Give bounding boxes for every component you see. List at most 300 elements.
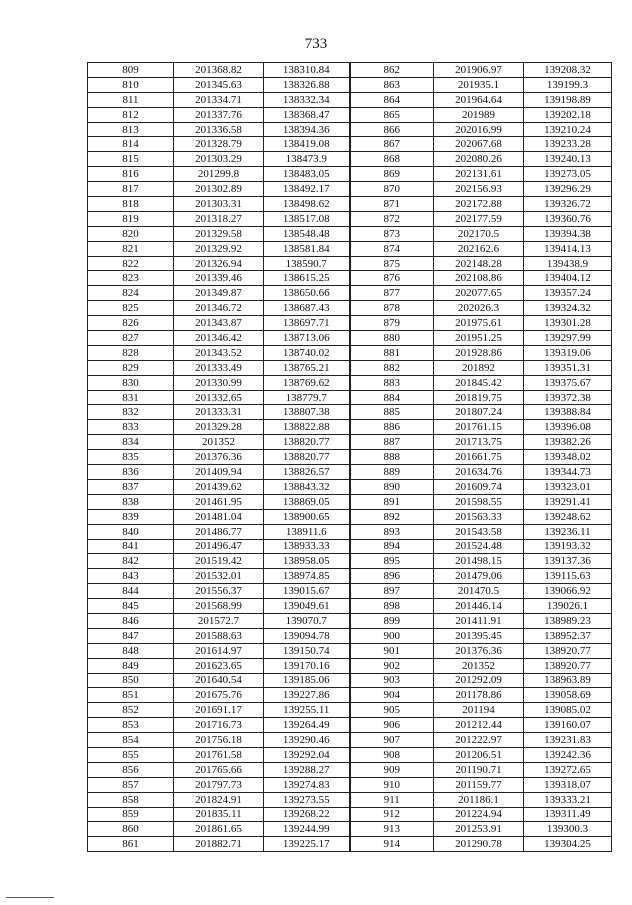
x-coordinate-cell: 202170.5 — [434, 226, 524, 241]
y-coordinate-cell: 138963.89 — [524, 673, 612, 688]
point-number-cell: 822 — [88, 256, 174, 271]
point-number-cell: 872 — [350, 211, 434, 226]
x-coordinate-cell: 201543.58 — [434, 524, 524, 539]
y-coordinate-cell: 138765.21 — [264, 360, 350, 375]
y-coordinate-cell: 138869.05 — [264, 494, 350, 509]
x-coordinate-cell: 201609.74 — [434, 479, 524, 494]
point-number-cell: 816 — [88, 167, 174, 182]
x-coordinate-cell: 201346.42 — [174, 331, 264, 346]
x-coordinate-cell: 201290.78 — [434, 837, 524, 852]
x-coordinate-cell: 201691.17 — [174, 703, 264, 718]
y-coordinate-cell: 138419.08 — [264, 137, 350, 152]
y-coordinate-cell: 139015.67 — [264, 584, 350, 599]
y-coordinate-cell: 138394.36 — [264, 122, 350, 137]
y-coordinate-cell: 139318.07 — [524, 777, 612, 792]
y-coordinate-cell: 139360.76 — [524, 211, 612, 226]
table-row — [88, 286, 612, 301]
y-coordinate-cell: 139311.49 — [524, 807, 612, 822]
x-coordinate-cell: 201346.72 — [174, 301, 264, 316]
x-coordinate-cell: 202108.86 — [434, 271, 524, 286]
point-number-cell: 845 — [88, 599, 174, 614]
point-number-cell: 884 — [350, 390, 434, 405]
point-number-cell: 856 — [88, 762, 174, 777]
x-coordinate-cell: 201479.06 — [434, 569, 524, 584]
point-number-cell: 870 — [350, 182, 434, 197]
x-coordinate-cell: 201807.24 — [434, 405, 524, 420]
table-row — [88, 345, 612, 360]
x-coordinate-cell: 201614.97 — [174, 643, 264, 658]
y-coordinate-cell: 139291.41 — [524, 494, 612, 509]
point-number-cell: 849 — [88, 658, 174, 673]
point-number-cell: 852 — [88, 703, 174, 718]
table-row — [88, 465, 612, 480]
x-coordinate-cell: 201224.94 — [434, 807, 524, 822]
x-coordinate-cell: 201572.7 — [174, 613, 264, 628]
point-number-cell: 843 — [88, 569, 174, 584]
y-coordinate-cell: 139255.11 — [264, 703, 350, 718]
table-row — [88, 479, 612, 494]
y-coordinate-cell: 139242.36 — [524, 747, 612, 762]
y-coordinate-cell: 139290.46 — [264, 733, 350, 748]
point-number-cell: 864 — [350, 92, 434, 107]
point-number-cell: 827 — [88, 331, 174, 346]
point-number-cell: 885 — [350, 405, 434, 420]
table-row — [88, 122, 612, 137]
y-coordinate-cell: 139301.28 — [524, 316, 612, 331]
table-row — [88, 360, 612, 375]
table-row — [88, 77, 612, 92]
y-coordinate-cell: 139394.38 — [524, 226, 612, 241]
point-number-cell: 821 — [88, 241, 174, 256]
y-coordinate-cell: 139375.67 — [524, 375, 612, 390]
y-coordinate-cell: 138590.7 — [264, 256, 350, 271]
table-row — [88, 375, 612, 390]
y-coordinate-cell: 139085.02 — [524, 703, 612, 718]
point-number-cell: 877 — [350, 286, 434, 301]
y-coordinate-cell: 139292.04 — [264, 747, 350, 762]
y-coordinate-cell: 139324.32 — [524, 301, 612, 316]
point-number-cell: 819 — [88, 211, 174, 226]
table-row — [88, 256, 612, 271]
table-row — [88, 613, 612, 628]
y-coordinate-cell: 138958.05 — [264, 554, 350, 569]
y-coordinate-cell: 139202.18 — [524, 107, 612, 122]
y-coordinate-cell: 138615.25 — [264, 271, 350, 286]
x-coordinate-cell: 201352 — [434, 658, 524, 673]
x-coordinate-cell: 201496.47 — [174, 539, 264, 554]
point-number-cell: 891 — [350, 494, 434, 509]
x-coordinate-cell: 202162.6 — [434, 241, 524, 256]
x-coordinate-cell: 201212.44 — [434, 718, 524, 733]
table-row — [88, 226, 612, 241]
point-number-cell: 881 — [350, 345, 434, 360]
point-number-cell: 854 — [88, 733, 174, 748]
x-coordinate-cell: 201975.61 — [434, 316, 524, 331]
x-coordinate-cell: 201339.46 — [174, 271, 264, 286]
point-number-cell: 847 — [88, 628, 174, 643]
x-coordinate-cell: 201892 — [434, 360, 524, 375]
x-coordinate-cell: 201486.77 — [174, 524, 264, 539]
table-row — [88, 837, 612, 852]
point-number-cell: 815 — [88, 152, 174, 167]
y-coordinate-cell: 138974.85 — [264, 569, 350, 584]
y-coordinate-cell: 139264.49 — [264, 718, 350, 733]
point-number-cell: 889 — [350, 465, 434, 480]
x-coordinate-cell: 201716.73 — [174, 718, 264, 733]
y-coordinate-cell: 138483.05 — [264, 167, 350, 182]
point-number-cell: 830 — [88, 375, 174, 390]
point-number-cell: 829 — [88, 360, 174, 375]
point-number-cell: 836 — [88, 465, 174, 480]
point-number-cell: 817 — [88, 182, 174, 197]
x-coordinate-cell: 202156.93 — [434, 182, 524, 197]
y-coordinate-cell: 139288.27 — [264, 762, 350, 777]
x-coordinate-cell: 201299.8 — [174, 167, 264, 182]
x-coordinate-cell: 201928.86 — [434, 345, 524, 360]
y-coordinate-cell: 139414.13 — [524, 241, 612, 256]
y-coordinate-cell: 139210.24 — [524, 122, 612, 137]
y-coordinate-cell: 139070.7 — [264, 613, 350, 628]
point-number-cell: 820 — [88, 226, 174, 241]
table-row — [88, 599, 612, 614]
y-coordinate-cell: 138713.06 — [264, 331, 350, 346]
table-row — [88, 643, 612, 658]
point-number-cell: 809 — [88, 63, 174, 78]
x-coordinate-cell: 201334.71 — [174, 92, 264, 107]
y-coordinate-cell: 138740.02 — [264, 345, 350, 360]
x-coordinate-cell: 201935.1 — [434, 77, 524, 92]
x-coordinate-cell: 201661.75 — [434, 450, 524, 465]
x-coordinate-cell: 201761.58 — [174, 747, 264, 762]
y-coordinate-cell: 139296.29 — [524, 182, 612, 197]
y-coordinate-cell: 139199.3 — [524, 77, 612, 92]
y-coordinate-cell: 138368.47 — [264, 107, 350, 122]
point-number-cell: 871 — [350, 197, 434, 212]
x-coordinate-cell: 201623.65 — [174, 658, 264, 673]
x-coordinate-cell: 201222.97 — [434, 733, 524, 748]
x-coordinate-cell: 201329.58 — [174, 226, 264, 241]
x-coordinate-cell: 201326.94 — [174, 256, 264, 271]
x-coordinate-cell: 201345.63 — [174, 77, 264, 92]
point-number-cell: 812 — [88, 107, 174, 122]
table-row — [88, 182, 612, 197]
point-number-cell: 851 — [88, 688, 174, 703]
table-row — [88, 137, 612, 152]
table-row — [88, 420, 612, 435]
y-coordinate-cell: 139304.25 — [524, 837, 612, 852]
x-coordinate-cell: 201713.75 — [434, 435, 524, 450]
x-coordinate-cell: 201519.42 — [174, 554, 264, 569]
table-row — [88, 494, 612, 509]
point-number-cell: 878 — [350, 301, 434, 316]
table-row — [88, 733, 612, 748]
table-row — [88, 63, 612, 78]
y-coordinate-cell: 139297.99 — [524, 331, 612, 346]
table-row — [88, 703, 612, 718]
table-row — [88, 762, 612, 777]
x-coordinate-cell: 201336.58 — [174, 122, 264, 137]
y-coordinate-cell: 138581.84 — [264, 241, 350, 256]
table-row — [88, 167, 612, 182]
point-number-cell: 897 — [350, 584, 434, 599]
point-number-cell: 814 — [88, 137, 174, 152]
x-coordinate-cell: 201756.18 — [174, 733, 264, 748]
point-number-cell: 899 — [350, 613, 434, 628]
y-coordinate-cell: 139344.73 — [524, 465, 612, 480]
coordinates-table — [87, 62, 612, 852]
x-coordinate-cell: 201446.14 — [434, 599, 524, 614]
y-coordinate-cell: 138332.34 — [264, 92, 350, 107]
table-row — [88, 524, 612, 539]
point-number-cell: 833 — [88, 420, 174, 435]
y-coordinate-cell: 139388.84 — [524, 405, 612, 420]
point-number-cell: 887 — [350, 435, 434, 450]
x-coordinate-cell: 201395.45 — [434, 628, 524, 643]
y-coordinate-cell: 138826.57 — [264, 465, 350, 480]
point-number-cell: 848 — [88, 643, 174, 658]
x-coordinate-cell: 201329.28 — [174, 420, 264, 435]
point-number-cell: 831 — [88, 390, 174, 405]
table-row — [88, 435, 612, 450]
x-coordinate-cell: 201330.99 — [174, 375, 264, 390]
x-coordinate-cell: 201303.31 — [174, 197, 264, 212]
table-row — [88, 107, 612, 122]
y-coordinate-cell: 138548.48 — [264, 226, 350, 241]
table-row — [88, 152, 612, 167]
point-number-cell: 893 — [350, 524, 434, 539]
x-coordinate-cell: 202026.3 — [434, 301, 524, 316]
x-coordinate-cell: 201640.54 — [174, 673, 264, 688]
y-coordinate-cell: 138473.9 — [264, 152, 350, 167]
page-number: 733 — [304, 36, 328, 52]
x-coordinate-cell: 201568.99 — [174, 599, 264, 614]
point-number-cell: 834 — [88, 435, 174, 450]
point-number-cell: 910 — [350, 777, 434, 792]
y-coordinate-cell: 139236.11 — [524, 524, 612, 539]
point-number-cell: 883 — [350, 375, 434, 390]
y-coordinate-cell: 138498.62 — [264, 197, 350, 212]
point-number-cell: 810 — [88, 77, 174, 92]
x-coordinate-cell: 201159.77 — [434, 777, 524, 792]
y-coordinate-cell: 139300.3 — [524, 822, 612, 837]
x-coordinate-cell: 201634.76 — [434, 465, 524, 480]
y-coordinate-cell: 139115.63 — [524, 569, 612, 584]
point-number-cell: 914 — [350, 837, 434, 852]
point-number-cell: 898 — [350, 599, 434, 614]
x-coordinate-cell: 202080.26 — [434, 152, 524, 167]
point-number-cell: 828 — [88, 345, 174, 360]
point-number-cell: 880 — [350, 331, 434, 346]
table-row — [88, 554, 612, 569]
x-coordinate-cell: 201333.49 — [174, 360, 264, 375]
x-coordinate-cell: 201343.52 — [174, 345, 264, 360]
y-coordinate-cell: 139244.99 — [264, 822, 350, 837]
x-coordinate-cell: 201761.15 — [434, 420, 524, 435]
point-number-cell: 862 — [350, 63, 434, 78]
y-coordinate-cell: 139170.16 — [264, 658, 350, 673]
x-coordinate-cell: 201318.27 — [174, 211, 264, 226]
x-coordinate-cell: 201178.86 — [434, 688, 524, 703]
point-number-cell: 850 — [88, 673, 174, 688]
point-number-cell: 911 — [350, 792, 434, 807]
table-row — [88, 628, 612, 643]
x-coordinate-cell: 201343.87 — [174, 316, 264, 331]
point-number-cell: 890 — [350, 479, 434, 494]
y-coordinate-cell: 138920.77 — [524, 643, 612, 658]
y-coordinate-cell: 138820.77 — [264, 450, 350, 465]
table-row — [88, 331, 612, 346]
point-number-cell: 840 — [88, 524, 174, 539]
point-number-cell: 874 — [350, 241, 434, 256]
y-coordinate-cell: 139193.32 — [524, 539, 612, 554]
point-number-cell: 909 — [350, 762, 434, 777]
y-coordinate-cell: 139137.36 — [524, 554, 612, 569]
point-number-cell: 867 — [350, 137, 434, 152]
y-coordinate-cell: 139438.9 — [524, 256, 612, 271]
x-coordinate-cell: 201337.76 — [174, 107, 264, 122]
y-coordinate-cell: 138517.08 — [264, 211, 350, 226]
x-coordinate-cell: 202067.68 — [434, 137, 524, 152]
x-coordinate-cell: 201556.37 — [174, 584, 264, 599]
x-coordinate-cell: 202172.88 — [434, 197, 524, 212]
y-coordinate-cell: 139049.61 — [264, 599, 350, 614]
y-coordinate-cell: 139094.78 — [264, 628, 350, 643]
y-coordinate-cell: 139150.74 — [264, 643, 350, 658]
x-coordinate-cell: 201368.82 — [174, 63, 264, 78]
point-number-cell: 888 — [350, 450, 434, 465]
x-coordinate-cell: 201765.66 — [174, 762, 264, 777]
point-number-cell: 855 — [88, 747, 174, 762]
y-coordinate-cell: 139185.06 — [264, 673, 350, 688]
point-number-cell: 906 — [350, 718, 434, 733]
table-row — [88, 211, 612, 226]
y-coordinate-cell: 138900.65 — [264, 509, 350, 524]
point-number-cell: 846 — [88, 613, 174, 628]
x-coordinate-cell: 201906.97 — [434, 63, 524, 78]
x-coordinate-cell: 201376.36 — [174, 450, 264, 465]
y-coordinate-cell: 138820.77 — [264, 435, 350, 450]
point-number-cell: 913 — [350, 822, 434, 837]
x-coordinate-cell: 201253.91 — [434, 822, 524, 837]
x-coordinate-cell: 201461.95 — [174, 494, 264, 509]
y-coordinate-cell: 138326.88 — [264, 77, 350, 92]
x-coordinate-cell: 202148.28 — [434, 256, 524, 271]
x-coordinate-cell: 201989 — [434, 107, 524, 122]
point-number-cell: 908 — [350, 747, 434, 762]
x-coordinate-cell: 201329.92 — [174, 241, 264, 256]
x-coordinate-cell: 201439.62 — [174, 479, 264, 494]
point-number-cell: 835 — [88, 450, 174, 465]
table-row — [88, 271, 612, 286]
x-coordinate-cell: 201206.51 — [434, 747, 524, 762]
x-coordinate-cell: 201824.91 — [174, 792, 264, 807]
y-coordinate-cell: 139272.65 — [524, 762, 612, 777]
table-row — [88, 777, 612, 792]
point-number-cell: 859 — [88, 807, 174, 822]
table-row — [88, 92, 612, 107]
y-coordinate-cell: 138911.6 — [264, 524, 350, 539]
point-number-cell: 844 — [88, 584, 174, 599]
point-number-cell: 886 — [350, 420, 434, 435]
y-coordinate-cell: 139227.86 — [264, 688, 350, 703]
point-number-cell: 837 — [88, 479, 174, 494]
y-coordinate-cell: 139233.28 — [524, 137, 612, 152]
point-number-cell: 912 — [350, 807, 434, 822]
point-number-cell: 824 — [88, 286, 174, 301]
y-coordinate-cell: 139208.32 — [524, 63, 612, 78]
y-coordinate-cell: 138687.43 — [264, 301, 350, 316]
y-coordinate-cell: 139248.62 — [524, 509, 612, 524]
point-number-cell: 902 — [350, 658, 434, 673]
point-number-cell: 813 — [88, 122, 174, 137]
table-row — [88, 450, 612, 465]
table-row — [88, 584, 612, 599]
x-coordinate-cell: 201797.73 — [174, 777, 264, 792]
point-number-cell: 907 — [350, 733, 434, 748]
table-row — [88, 673, 612, 688]
x-coordinate-cell: 201376.36 — [434, 643, 524, 658]
point-number-cell: 823 — [88, 271, 174, 286]
x-coordinate-cell: 201675.76 — [174, 688, 264, 703]
point-number-cell: 875 — [350, 256, 434, 271]
table-row — [88, 539, 612, 554]
x-coordinate-cell: 201194 — [434, 703, 524, 718]
point-number-cell: 841 — [88, 539, 174, 554]
y-coordinate-cell: 138779.7 — [264, 390, 350, 405]
x-coordinate-cell: 201845.42 — [434, 375, 524, 390]
x-coordinate-cell: 201835.11 — [174, 807, 264, 822]
y-coordinate-cell: 139404.12 — [524, 271, 612, 286]
x-coordinate-cell: 201964.64 — [434, 92, 524, 107]
point-number-cell: 866 — [350, 122, 434, 137]
point-number-cell: 869 — [350, 167, 434, 182]
y-coordinate-cell: 139351.31 — [524, 360, 612, 375]
y-coordinate-cell: 138843.32 — [264, 479, 350, 494]
y-coordinate-cell: 139058.69 — [524, 688, 612, 703]
point-number-cell: 873 — [350, 226, 434, 241]
x-coordinate-cell: 202016.99 — [434, 122, 524, 137]
y-coordinate-cell: 139198.89 — [524, 92, 612, 107]
y-coordinate-cell: 139323.01 — [524, 479, 612, 494]
y-coordinate-cell: 138807.38 — [264, 405, 350, 420]
x-coordinate-cell: 202131.61 — [434, 167, 524, 182]
point-number-cell: 811 — [88, 92, 174, 107]
point-number-cell: 853 — [88, 718, 174, 733]
y-coordinate-cell: 139160.07 — [524, 718, 612, 733]
table-row — [88, 792, 612, 807]
point-number-cell: 879 — [350, 316, 434, 331]
table-row — [88, 405, 612, 420]
table-row — [88, 390, 612, 405]
y-coordinate-cell: 139225.17 — [264, 837, 350, 852]
y-coordinate-cell: 139066.92 — [524, 584, 612, 599]
point-number-cell: 857 — [88, 777, 174, 792]
y-coordinate-cell: 139357.24 — [524, 286, 612, 301]
x-coordinate-cell: 201303.29 — [174, 152, 264, 167]
table-row — [88, 316, 612, 331]
y-coordinate-cell: 138989.23 — [524, 613, 612, 628]
y-coordinate-cell: 138492.17 — [264, 182, 350, 197]
point-number-cell: 860 — [88, 822, 174, 837]
x-coordinate-cell: 201588.63 — [174, 628, 264, 643]
x-coordinate-cell: 201481.04 — [174, 509, 264, 524]
y-coordinate-cell: 139326.72 — [524, 197, 612, 212]
point-number-cell: 863 — [350, 77, 434, 92]
table-row — [88, 569, 612, 584]
point-number-cell: 895 — [350, 554, 434, 569]
x-coordinate-cell: 201861.65 — [174, 822, 264, 837]
point-number-cell: 818 — [88, 197, 174, 212]
